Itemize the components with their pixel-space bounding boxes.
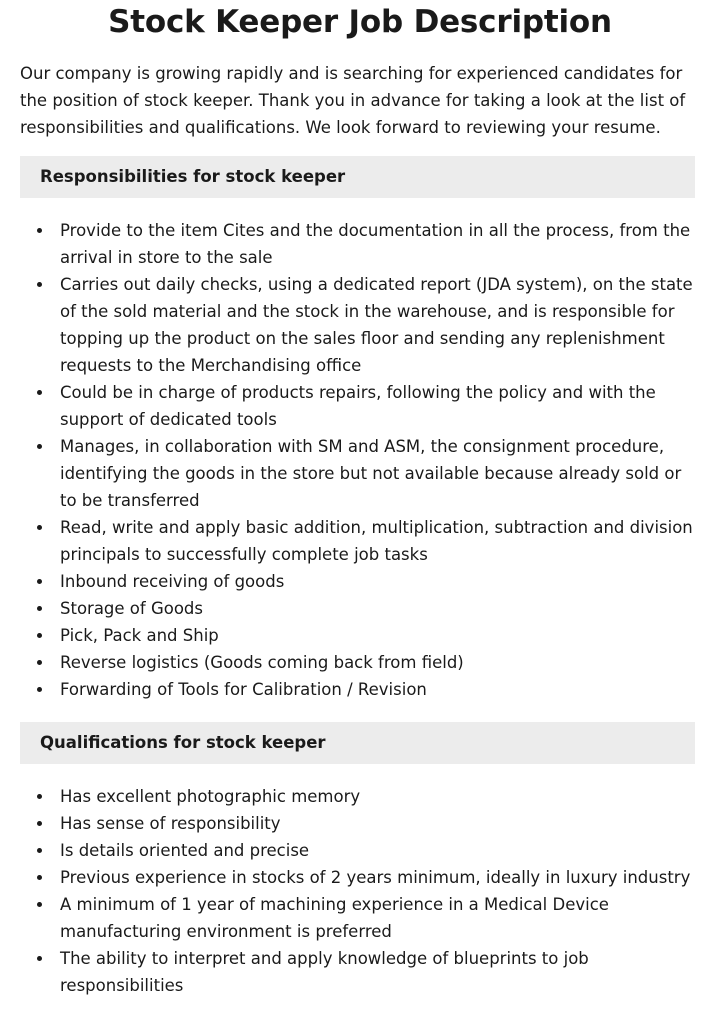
list-item: Pick, Pack and Ship [60,622,700,649]
list-item: Forwarding of Tools for Calibration / Revision [60,676,700,703]
list-item: Previous experience in stocks of 2 years minimum, ideally in luxury industry [60,864,700,891]
list-item: Storage of Goods [60,595,700,622]
qualifications-list [20,783,700,999]
list-item: Reverse logistics (Goods coming back from field) [60,649,700,676]
qualifications-heading: Qualifications for stock keeper [20,722,695,764]
intro-paragraph: Our company is growing rapidly and is searching for experienced candidates for the position of stock keeper. Thank you in advance for taking a look at the list of responsibilities and qualifications. We look forward to reviewing your resume. [20,64,686,137]
list-item: Has sense of responsibility [60,810,700,837]
responsibilities-list [20,217,700,703]
list-item: Has excellent photographic memory [60,783,700,810]
list-item: Carries out daily checks, using a dedicated report (JDA system), on the state of the sold material and the stock in the warehouse, and is responsible for topping up the product on the sales floor and sending any replenishment requests to the Merchandising office [60,271,700,379]
page-title: Stock Keeper Job Description [108,4,612,40]
list-item: Inbound receiving of goods [60,568,700,595]
responsibilities-heading: Responsibilities for stock keeper [20,156,695,198]
list-item: Provide to the item Cites and the documentation in all the process, from the arrival in store to the sale [60,217,700,271]
list-item: Manages, in collaboration with SM and ASM, the consignment procedure, identifying the goods in the store but not available because already sold or to be transferred [60,433,700,514]
list-item: Is details oriented and precise [60,837,700,864]
list-item: Could be in charge of products repairs, following the policy and with the support of dedicated tools [60,379,700,433]
list-item: The ability to interpret and apply knowledge of blueprints to job responsibilities [60,945,700,999]
list-item: A minimum of 1 year of machining experience in a Medical Device manufacturing environment is preferred [60,891,700,945]
list-item: Read, write and apply basic addition, multiplication, subtraction and division principals to successfully complete job tasks [60,514,700,568]
